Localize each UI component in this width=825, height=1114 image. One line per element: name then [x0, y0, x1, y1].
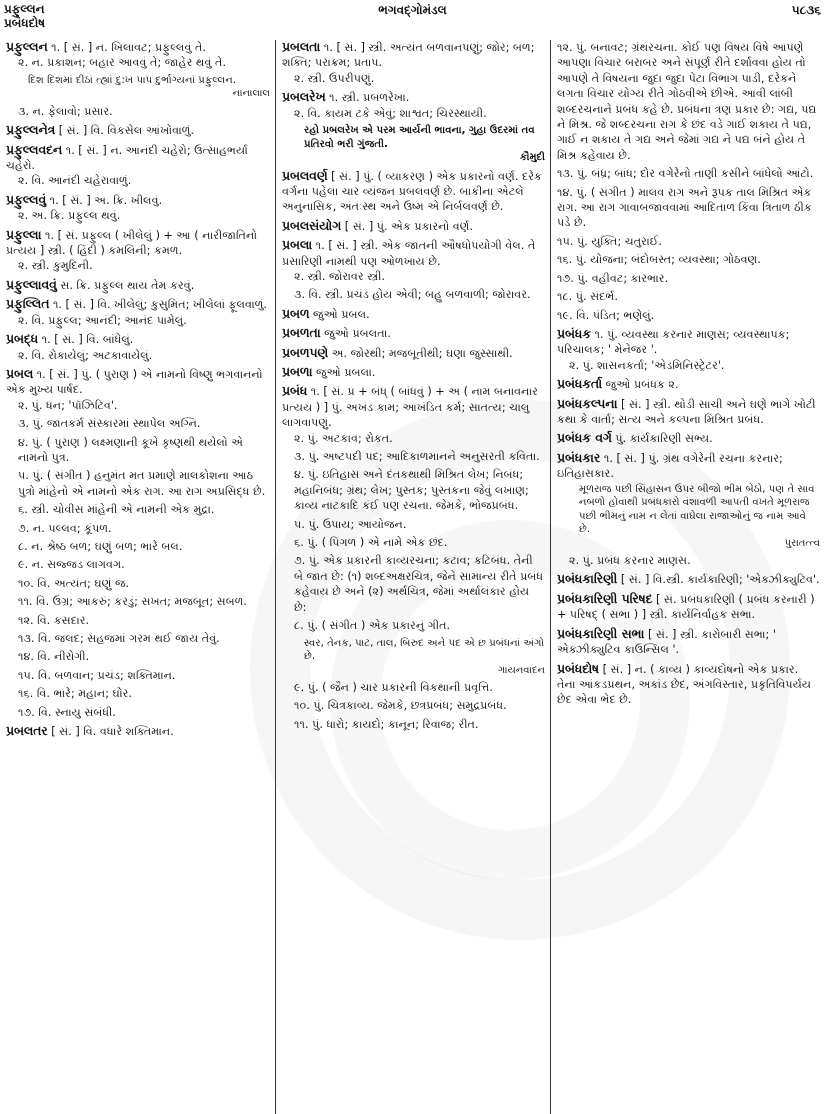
- sense: ૨. વિ. કાયમ ટકે એવું; શાશ્વત; ચિરસ્થાયી.: [294, 106, 487, 120]
- sense: ૨. પું. ધન; 'પૉઝિટિવ'.: [18, 398, 118, 412]
- dictionary-entry: [282, 346, 545, 361]
- column-2: [275, 40, 550, 1114]
- sense: ૨. ન. પ્રકાશન; બહાર આવવું તે; જાહેર થવું તે.: [18, 56, 227, 70]
- headword: પ્રબળતા: [282, 326, 321, 341]
- sense: ૯. ન. સજ્જડ લાગવગ.: [18, 558, 125, 572]
- dictionary-entry: [6, 143, 270, 189]
- sense: ૧૭. વિ. સ્નાયુ સંબંધી.: [18, 705, 116, 719]
- sense: ૮. પું. ( સંગીત ) એક પ્રકારનું ગીત.: [294, 619, 451, 633]
- page-header: [0, 0, 825, 40]
- dictionary-entry: [557, 397, 820, 428]
- sense: ૧૮. પું. સંદર્ભ.: [557, 290, 618, 304]
- headword: પ્રબદ્ધ: [6, 332, 39, 347]
- dictionary-entry-continued: [557, 40, 820, 323]
- definition: [ સં. ] વિ.સ્ત્રી. કાર્યકારિણી; 'એક્ઝીક્યુટિવ'.: [617, 573, 820, 587]
- sense: ૬. સ્ત્રી. ચોવીસ માંહેની એ નામની એક મુદ્રા.: [18, 503, 215, 517]
- dictionary-entry: [282, 219, 545, 234]
- sense: ૨. વિ. રોકાયેલું; અટકાવાયેલું.: [18, 348, 153, 362]
- dictionary-entry: [6, 40, 270, 119]
- sense: ૧૩. વિ. જલદ; સહજમાં ગરમ થઈ જાય તેવું.: [18, 632, 220, 645]
- column-1: [0, 40, 275, 1114]
- headword: પ્રબલા: [282, 238, 313, 253]
- citation-text: સ્વર, તેનક, પાટ, તાલ, બિરુદ અને પદ એ છ પ્રબંધનાં અંગો છે.: [304, 637, 545, 662]
- headword: પ્રબંધક વર્ગ: [557, 431, 612, 446]
- dictionary-entry: [282, 169, 545, 215]
- dictionary-entry: [557, 572, 820, 587]
- definition: ૧. [ સં. ] પું. ગ્રંથ વગેરેની રચના કરનાર; ઇતિહાસકાર.: [557, 451, 783, 481]
- sense: ૨. સ્ત્રી. કુમુદિની.: [18, 259, 93, 273]
- definition: ૧. [ સં. ] સ્ત્રી. એક જાતની ઔષધોપયોગી વેલ. તે પ્રસારિણી નામથી પણ ઓળખાય છે.: [282, 239, 536, 268]
- citation: [304, 637, 545, 678]
- sense: ૧૪. વિ. નીરોગી.: [18, 650, 90, 664]
- sense: ૧૨. વિ. કસદાર.: [18, 613, 90, 627]
- dictionary-entry: [557, 592, 820, 623]
- sense: ૧૩. પું. બંધ્ર; બાંધ; દોર વગેરેનો તાણી કસીને બાંધેલો આંટો.: [557, 167, 814, 181]
- sense: ૯. પું. ( જૈન ) ચાર પ્રકારની વિકથાની પ્રવૃત્તિ.: [294, 681, 493, 694]
- definition: [ સં. ] સ્ત્રી. થોડી સાચી અને ઘણે ભાગે ખોટી કથા કે વાર્તા; સત્ય અને કલ્પના મિશ્રિત પ્રબંધ.: [557, 397, 816, 426]
- headword: પ્રબંધકલ્પના: [557, 396, 618, 411]
- definition: ૧. [ સં. ] સ્ત્રી. અત્યંત બળવાનપણું; જોર; બળ; શક્તિ; પરાક્રમ; પ્રતાપ.: [282, 41, 535, 70]
- sense: ૧૧. વિ. ઉગ્ર; આકરું; કરડું; સખત; મજબૂત; સબળ.: [18, 595, 247, 609]
- definition: જુઓ પ્રબલતા.: [320, 327, 391, 341]
- headword: પ્રબળ: [282, 306, 310, 321]
- definition: [ સં. પ્રબંધકારિણી ( પ્રબંધ કરનારી ) + પરિષદ્ ( સભા ) ] સ્ત્રી. કાર્યનિર્વાહક સભા.: [557, 592, 815, 622]
- citation: [28, 74, 270, 101]
- headword: પ્રબંધકારિણી સભા: [557, 626, 645, 641]
- headword: પ્રબળપણે: [282, 345, 329, 360]
- citation-text: મૂળરાજ પછી સિંહાસન ઉપર બીજો ભીમ બેઠો, પણ તે સાવ નબળો હોવાથી પ્રબંધકારો વંશાવળી આપતી વખતે મૂળરાજ પછી ભીમનું નામ ન લેતાં વાઘેલા રાજાઓનું જ નામ આવે છે.: [579, 483, 815, 536]
- headword: પ્રફુલ્લાવવું: [6, 277, 57, 292]
- sense: ૭. પું. એક પ્રકારની કાવ્યરચના; કટાવ; કટિબંધ. તેની બે જાત છે: (૧) શબ્દઅક્ષરચિત્ર, જેને સામાન્ય રીતે પ્રબંધ કહેવાય છે અને (૨) અર્થચિત્ર, જેમાં અર્થાલંકાર હોય છે:: [294, 554, 544, 614]
- dictionary-entry: [6, 367, 270, 720]
- citation-text: દિશ દિશમાં દીઠાં ત્હ્યાં દુ:ખ પાપ દુર્ભાગ્યનાં પ્રફુલ્લન.: [28, 74, 237, 86]
- dictionary-entry: [282, 40, 545, 86]
- headword: પ્રબલતર: [6, 724, 48, 739]
- headword: પ્રફુલ્લન: [6, 40, 48, 54]
- sense: ૨. પું. પ્રબંધ કરનાર માણસ.: [569, 554, 691, 568]
- dictionary-entry: [557, 327, 820, 373]
- sense: ૧૬. વિ. ભારે; મહાન; ઘોર.: [18, 687, 132, 701]
- headword: પ્રબલરેખ: [282, 90, 326, 105]
- headword: પ્રબલવર્ણ: [282, 168, 328, 183]
- dictionary-entry: [6, 297, 270, 328]
- definition: ૧. પું. વ્યવસ્થા કરનાર માણસ; વ્યવસ્થાપક; પરિચાલક; ' મેનેજર '.: [557, 327, 790, 357]
- definition: ૧. [ સં. ] વિ. ખીલેલું; કુસુમિત; ખીલેલાં ફૂલવાળું.: [49, 298, 267, 312]
- running-title: ભગવદ્ગોમંડલ: [378, 3, 447, 17]
- definition: ૧. સ્ત્રી. પ્રબળરેખા.: [325, 91, 410, 105]
- headword: પ્રફુલ્લવું: [6, 192, 47, 207]
- headword: પ્રબલતા: [282, 40, 321, 54]
- dictionary-entry: [282, 238, 545, 303]
- sense: ૧૧. પું. ધારો; કાયદો; કાનૂન; રિવાજ; રીત.: [294, 717, 479, 731]
- sense: ૩. વિ. સ્ત્રી. પ્રચંડ હોય એવી; બહુ બળવાળી; જોરાવર.: [294, 288, 531, 302]
- sense: ૮. ન. શ્રેષ્ઠ બળ; ઘણું બળ; ભારે બલ.: [18, 539, 183, 553]
- dictionary-entry: [557, 662, 820, 708]
- dictionary-entry: [282, 365, 545, 380]
- sense: ૪. પું. ઇતિહાસ અને દંતકથાથી મિશ્રિત લેખ; નિબંધ; મહાનિબંધ; ગ્રંથ; લેખ; પુસ્તક; પુસ્તકના જેવું લખાણ; કાવ્ય નાટકાદિ કંઈ પણ રચના. જેમકે, ભોજપ્રબંધ.: [294, 468, 529, 513]
- headword: પ્રબળા: [282, 365, 313, 379]
- guide-word-last: પ્રબંધદોષ: [4, 16, 46, 30]
- definition: ૧. [ સં. પ્ર + બંધ્ ( બાંધવું ) + અ ( નામ બનાવનાર પ્રત્યય ) ] પું. અખંડ કામ; આખંડિત કર્મ; સાતત્ય; ચાલુ લાગવાપણું.: [282, 385, 538, 430]
- sense: ૩. પું. જાતકર્મ સંસ્કારમાં સ્થાપેલ અગ્નિ.: [18, 417, 201, 431]
- headword: પ્રબંધદોષ: [557, 661, 600, 676]
- headword: પ્રફુલ્લિત: [6, 297, 50, 312]
- definition: [ સં. ] વિ. વિકસેલ આંખોવાળું.: [55, 124, 195, 138]
- headword: પ્રફુલ્લા: [6, 227, 42, 242]
- sense: ૩. ન. ફેલાવો; પ્રસાર.: [18, 104, 113, 118]
- dictionary-entry: [6, 278, 270, 293]
- definition: [ સં. ] ન. ( કાવ્ય ) કાવ્યદોષનો એક પ્રકાર. તેના આંકડપ્રથન, અકાંડ છેદ, અંગવિસ્તાર, પ્રકૃતિવિપર્યય છેદ એવા ભેદ છે.: [557, 662, 812, 707]
- sense: ૧૪. પું. ( સંગીત ) માલવ રાગ અને રૂપક તાલ મિશ્રિત એક રાગ. આ રાગ ગાવાબજાવવામાં આદિતાળ કિંવા ત્રિતાળ ઠીક પડે છે.: [557, 185, 812, 230]
- sense: ૨. પું. અટકાવ; રોકત.: [294, 431, 393, 445]
- sense: ૭. ન. પલ્લવ; કૂંપળ.: [18, 521, 112, 535]
- definition: [ સં. ] પું. ( વ્યાકરણ ) એક પ્રકારનો વર્ણ. દરેક વર્ગના પહેલા ચાર વ્યંજન પ્રબલવર્ણ છે. બાકીના એટલે અનુનાસિક, અંતઃસ્થ અને ઉષ્મ એ નિર્બલવર્ણ છે.: [282, 169, 542, 214]
- sense: ૨. સ્ત્રી. જોરાવર સ્ત્રી.: [294, 269, 386, 283]
- dictionary-entry: [6, 724, 270, 739]
- dictionary-entry: [282, 384, 545, 732]
- headword: પ્રબંધ: [282, 384, 308, 399]
- sense: ૧૫. વિ. બળવાન; પ્રચંડ; શક્તિમાન.: [18, 668, 176, 682]
- sense: ૧૯. વિ. પંડિત; ભણેલું.: [557, 308, 655, 322]
- sense: ૪. પું. ( પુરાણ ) લક્ષ્મણાની કૂખે કૃષ્ણથી થયેલો એ નામનો પુત્ર.: [18, 435, 244, 464]
- guide-word-first: પ્રફુલ્લન: [4, 2, 45, 16]
- citation: [579, 483, 820, 551]
- dictionary-entry: [6, 228, 270, 274]
- definition: જુઓ પ્રબલ.: [309, 307, 370, 321]
- definition: ૧. [ સં. ] અ. ક્રિ. ખીલવું.: [46, 193, 163, 207]
- sense: ૨. વિ. પ્રફુલ્લ; આનંદી; આનંદ પામેલું.: [18, 313, 187, 327]
- sense: ૬. પું. ( પિંગળ ) એ નામે એક છંદ.: [294, 536, 448, 550]
- sense: ૧૨. પું. બનાવટ; ગ્રંથરચના. કોઈ પણ વિષય વિષે આપણે આપણા વિચાર બરાબર અને સંપૂર્ણ રીતે દર્શાવવા હોય તો આપણે તે વિષયના જુદા જુદા પેટા વિભાગ પાડી, દરેકને લગતા વિચાર યોગ્ય રીતે ગોઠવીએ છીએ. આવી લાંબી શબ્દરચનાને પ્રબંધ કહે છે. પ્રબંધના ત્રણ પ્રકાર છે: ગદ્ય, પદ્ય ને મિશ્ર. જે શબ્દરચના રાગ કે છંદ વડે ગાઈ શકાય તે પદ્ય, ગાઈ ન શકાય તે ગદ્ય અને જેમાં ગદ્ય ને પદ્ય બંને હોય તે મિશ્ર કહેવાય છે.: [557, 41, 817, 162]
- definition: ૧. [ સં. ] પું. ( પુરાણ ) એ નામનો વિષ્ણુ ભગવાનનો એક મુખ્ય પાર્ષદ.: [6, 367, 263, 397]
- dictionary-entry: [557, 431, 820, 446]
- dictionary-entry: [282, 326, 545, 341]
- citation-source: કૌમુદી: [519, 152, 545, 164]
- dictionary-entry: [6, 123, 270, 138]
- sense: ૫. પું. ( સંગીત ) હનુમંત મત પ્રમાણે માલકોશના આઠ પુત્રો માંહેનો એ નામનો એક રાગ. આ રાગ અપ્રસિદ્ધ છે.: [18, 469, 266, 498]
- sense: ૩. પું. અષ્ટપદી પદ; આદિકાળમાનને અનુસરતી કવિતા.: [294, 450, 540, 464]
- sense: ૨. સ્ત્રી. ઉપરીપણું.: [294, 71, 375, 85]
- sense: ૨. પું. શાસનકર્તા; 'એડમિનિસ્ટ્રેટર'.: [569, 358, 725, 372]
- definition: ૧. [ સં. ] વિ. બાંધેલું.: [38, 333, 134, 347]
- definition: ૧. [ સં. ] ન. આનંદી ચહેરો; ઉત્સાહભર્યા ચહેરો.: [6, 143, 248, 173]
- column-3: [550, 40, 825, 1114]
- sense: ૧૦. પું. ચિત્રકાવ્ય. જેમકે, છત્રપ્રબંધ; સમુદ્રપ્રબંધ.: [294, 699, 507, 713]
- definition: ૧. [ સં. ] ન. ખિલાવટ; પ્રફુલ્લવું તે.: [47, 41, 206, 54]
- headword: પ્રબલસંયોગ: [282, 218, 342, 233]
- definition: અ. જોરથી; મજબૂતીથી; ઘણા જુસ્સાથી.: [328, 346, 513, 360]
- headword: પ્રબંધકારિણી પરિષદ: [557, 591, 653, 606]
- sense: ૧૬. પું. યોજના; બંદોબસ્ત; વ્યવસ્થા; ગોઠવણ.: [557, 253, 761, 267]
- definition: પું. કાર્યકારિણી સભ્ય.: [611, 432, 713, 446]
- citation-source: પુરાતત્ત્વ: [784, 537, 820, 549]
- sense: ૫. પું. ઉપાય; આયોજન.: [294, 517, 407, 531]
- definition: [ સં. ] પું. એક પ્રકારનો વર્ણ.: [341, 219, 474, 233]
- sense: ૨. વિ. આનંદી ચહેરાવાળું.: [18, 174, 132, 188]
- headword: પ્રબંધકાર: [557, 450, 601, 465]
- dictionary-entry: [557, 627, 820, 658]
- headword: પ્રબંધક: [557, 326, 591, 341]
- sense: ૧૦. વિ. અત્યંત; ઘણું જ.: [18, 576, 130, 590]
- headword: પ્રફુલ્લનેત્ર: [6, 123, 56, 138]
- definition: સ. ક્રિ. પ્રફુલ્લ થાય તેમ કરવું.: [56, 278, 195, 292]
- sense: ૨. અ. ક્રિ. પ્રફુલ્લ થવું.: [18, 209, 121, 223]
- sense: ૧૫. પું. યુક્તિ; ચતુરાઈ.: [557, 234, 662, 248]
- dictionary-entry: [6, 332, 270, 363]
- dictionary-entry: [6, 193, 270, 224]
- page-number: ૫૮૩૬: [791, 3, 821, 17]
- dictionary-entry: [282, 90, 545, 164]
- headword: પ્રબંધકર્તા: [557, 377, 603, 392]
- definition: [ સં. ] સ્ત્રી. કારોબારી સભા; ' એક્ઝીક્યુટિવ કાઉન્સિલ '.: [557, 627, 776, 657]
- dictionary-entry: [557, 451, 820, 569]
- definition: ૧. [ સં. પ્રફુલ્લ ( ખીલેલું ) + આ ( નારીજાતિનો પ્રત્યય ] સ્ત્રી. ( હિંદી ) કમલિની; કમળ.: [6, 228, 258, 258]
- citation: [304, 124, 545, 165]
- definition: જુઓ પ્રબલા.: [312, 366, 376, 379]
- dictionary-columns: [0, 40, 825, 1114]
- headword: પ્રબલ: [6, 366, 34, 381]
- citation-source: નાનાલાલ: [232, 88, 270, 100]
- citation-text: રહો પ્રબલરેખ એ પરમ આર્યની ભાવના, ગુહા ઉદરમાં તવ પ્રતિરવો ભરી ગુંજતી.: [304, 125, 535, 150]
- citation-source: ગાયનવાદન: [497, 664, 545, 676]
- headword: પ્રબંધકારિણી: [557, 572, 618, 587]
- dictionary-entry: [282, 307, 545, 322]
- definition: [ સં. ] વિ. વધારે શક્તિમાન.: [47, 725, 174, 739]
- definition: જુઓ પ્રબંધક ૨.: [602, 378, 679, 392]
- sense: ૧૭. પું. વહીવટ; કારભાર.: [557, 271, 669, 285]
- headword: પ્રફુલ્લવદન: [6, 142, 63, 157]
- dictionary-entry: [557, 377, 820, 392]
